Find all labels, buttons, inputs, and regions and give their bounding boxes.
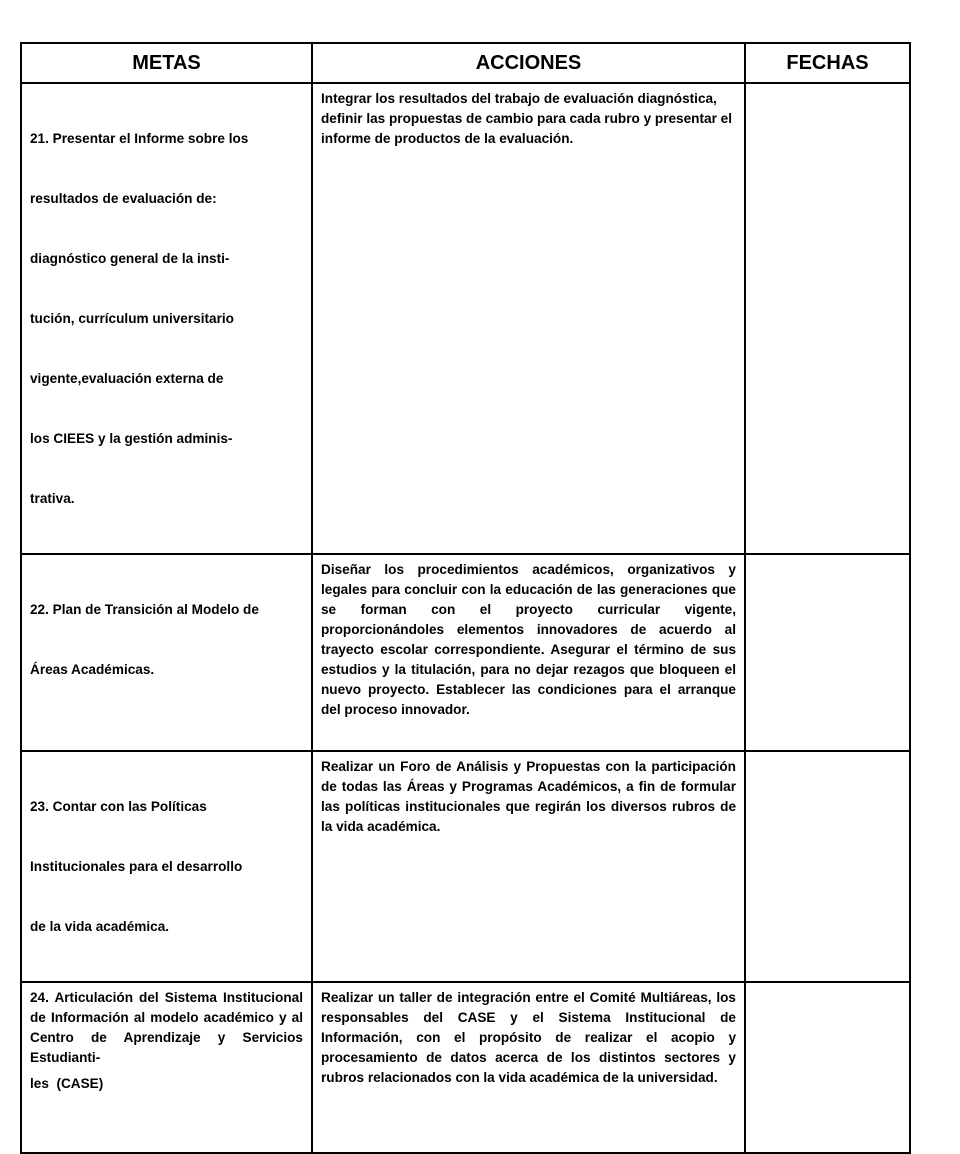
table-header-row xyxy=(21,43,910,83)
accion-text: Realizar un Foro de Análisis y Propuestas con la participación de todas las Áreas y Programas Académicos, a fin de formular las políticas institucionales que regirán los diversos rubros de la vida académica. xyxy=(321,759,736,834)
fecha-cell xyxy=(745,751,910,982)
meta-line: 22. Plan de Transición al Modelo de xyxy=(30,602,259,617)
accion-text: Diseñar los procedimientos académicos, organizativos y legales para concluir con la educación de las generaciones que se forman con el proyecto curricular vigente, proporcionándoles elementos innovadores de acuerdo al trayecto escolar correspondiente. Asegurar el término de sus estudios y la titulación, para no dejar rezagos que bloqueen el nuevo proyecto. Establecer las condiciones para el arranque del proceso innovador. xyxy=(321,562,736,717)
meta-line: resultados de evaluación de: xyxy=(30,191,217,206)
meta-line: los CIEES y la gestión adminis- xyxy=(30,431,233,446)
meta-text: 24. Articulación del Sistema Institucional de Información al modelo académico y al Centro de Aprendizaje y Servicios Estudianti- xyxy=(30,990,303,1065)
meta-line: de la vida académica. xyxy=(30,919,170,934)
action-plan-sheet xyxy=(20,42,909,1091)
meta-line: diagnóstico general de la insti- xyxy=(30,251,230,266)
accion-cell xyxy=(312,554,745,751)
meta-line: vigente,evaluación externa de xyxy=(30,371,224,386)
fecha-cell xyxy=(745,982,910,1153)
meta-line: 21. Presentar el Informe sobre los xyxy=(30,131,249,146)
fecha-cell xyxy=(745,83,910,554)
accion-cell xyxy=(312,83,745,554)
accion-cell xyxy=(312,751,745,982)
accion-text: Integrar los resultados del trabajo de evaluación diagnóstica, definir las propuestas de cambio para cada rubro y presentar el informe de productos de la evaluación. xyxy=(321,91,732,146)
table-row xyxy=(21,554,910,751)
meta-cell xyxy=(21,751,312,982)
meta-line: Institucionales para el desarrollo xyxy=(30,859,243,874)
meta-cell xyxy=(21,982,312,1153)
table-row xyxy=(21,83,910,554)
meta-cell xyxy=(21,83,312,554)
table-row xyxy=(21,982,910,1153)
action-plan-table xyxy=(20,42,911,1154)
header-metas: METAS xyxy=(21,43,312,83)
meta-line: 23. Contar con las Políticas xyxy=(30,799,207,814)
table-row xyxy=(21,751,910,982)
meta-line: trativa. xyxy=(30,491,75,506)
header-fechas: FECHAS xyxy=(745,43,910,83)
header-acciones: ACCIONES xyxy=(312,43,745,83)
meta-cell xyxy=(21,554,312,751)
accion-cell xyxy=(312,982,745,1153)
fecha-cell xyxy=(745,554,910,751)
meta-line: tución, currículum universitario xyxy=(30,311,234,326)
meta-line: Áreas Académicas. xyxy=(30,662,155,677)
accion-text: Realizar un taller de integración entre el Comité Multiáreas, los responsables del CASE y el Sistema Institucional de Información, con el propósito de realizar el acopio y procesamiento de datos acerca de los distintos sectores y rubros relacionados con la vida académica de la universidad. xyxy=(321,990,736,1085)
meta-line: les (CASE) xyxy=(30,1076,104,1091)
